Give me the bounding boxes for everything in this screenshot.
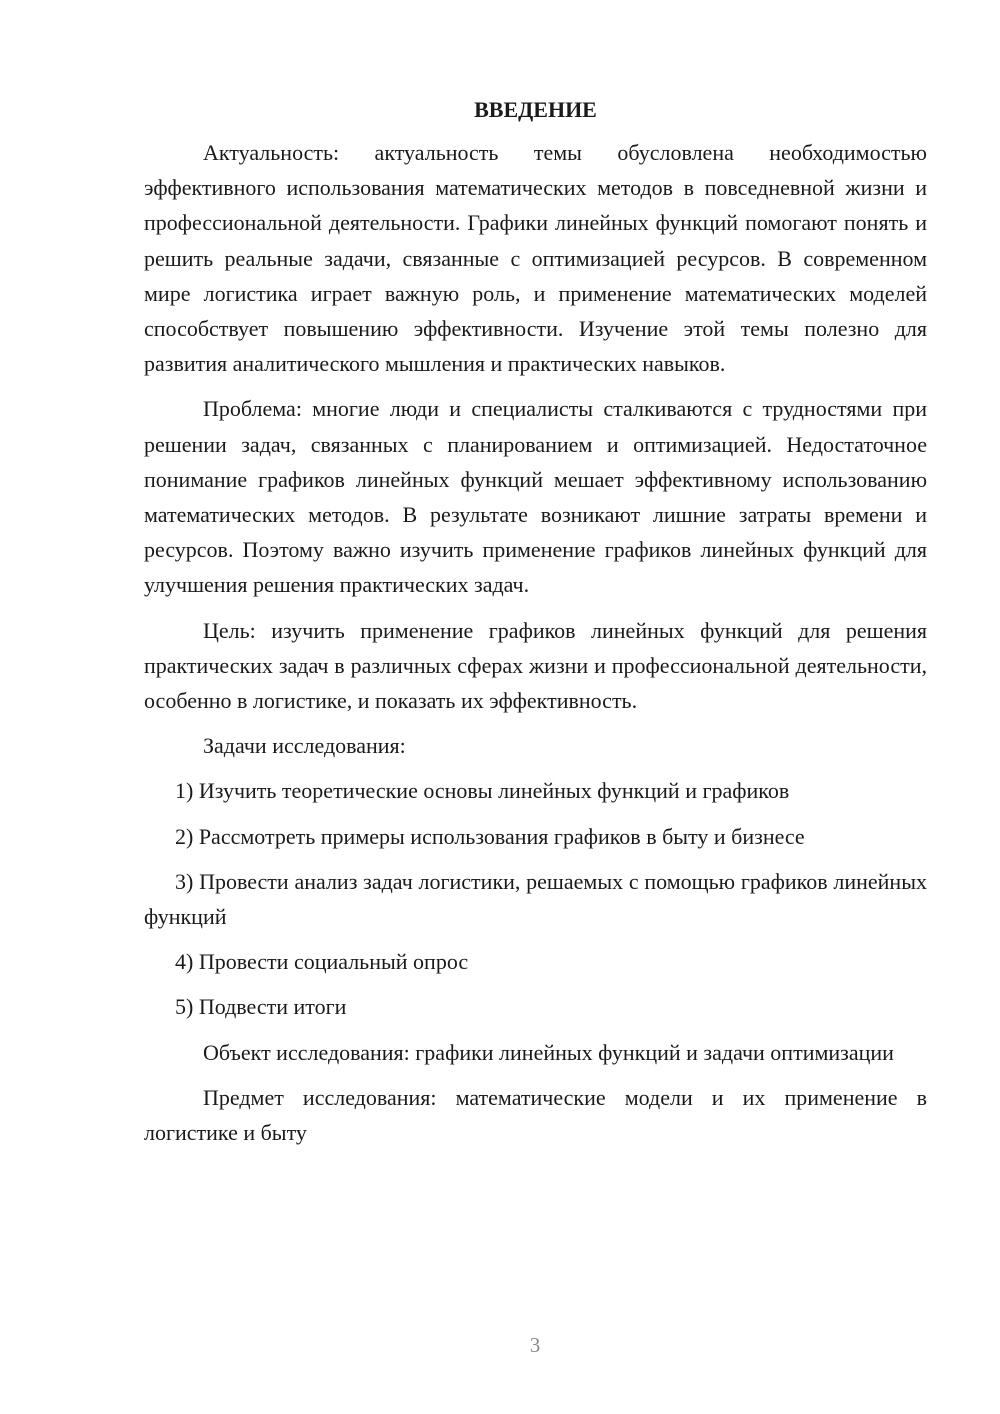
section-title: ВВЕДЕНИЕ — [474, 97, 597, 122]
paragraph-goal: Цель: изучить применение графиков линейных функций для решения практических задач в различных сферах жизни и профессиональной деятельности, особенно в логистике, и показать их эффективность. — [144, 617, 927, 714]
task-item: 5) Подвести итоги — [175, 994, 347, 1020]
task-item: 2) Рассмотреть примеры использования графиков в быту и бизнесе — [175, 823, 805, 849]
paragraph-problem: Проблема: многие люди и специалисты сталкиваются с трудностями при решении задач, связанных с планированием и оптимизацией. Недостаточное понимание графиков линейных функций мешает эффективному использованию математических методов. В результате возникают лишние затраты времени и ресурсов. Поэтому важно изучить применение графиков линейных функций для улучшения решения практических задач. — [144, 396, 927, 598]
paragraph-subject: Предмет исследования: математические модели и их применение в логистике и быту — [144, 1084, 927, 1146]
tasks-heading: Задачи исследования: — [203, 733, 406, 759]
task-item: 3) Провести анализ задач логистики, решаемых с помощью графиков линейных функций — [144, 868, 927, 930]
task-item: 1) Изучить теоретические основы линейных функций и графиков — [175, 778, 790, 804]
page-content — [144, 94, 927, 1160]
task-item: 4) Провести социальный опрос — [175, 949, 469, 975]
page-number: 3 — [529, 1333, 541, 1357]
paragraph-relevance: Актуальность: актуальность темы обусловлена необходимостью эффективного использования математических методов в повседневной жизни и профессиональной деятельности. Графики линейных функций помогают понять и решить реальные задачи, связанные с оптимизацией ресурсов. В современном мире логистика играет важную роль, и применение математических моделей способствует повышению эффективности. Изучение этой темы полезно для развития аналитического мышления и практических навыков. — [144, 140, 927, 377]
paragraph-object: Объект исследования: графики линейных функций и задачи оптимизации — [203, 1039, 894, 1065]
